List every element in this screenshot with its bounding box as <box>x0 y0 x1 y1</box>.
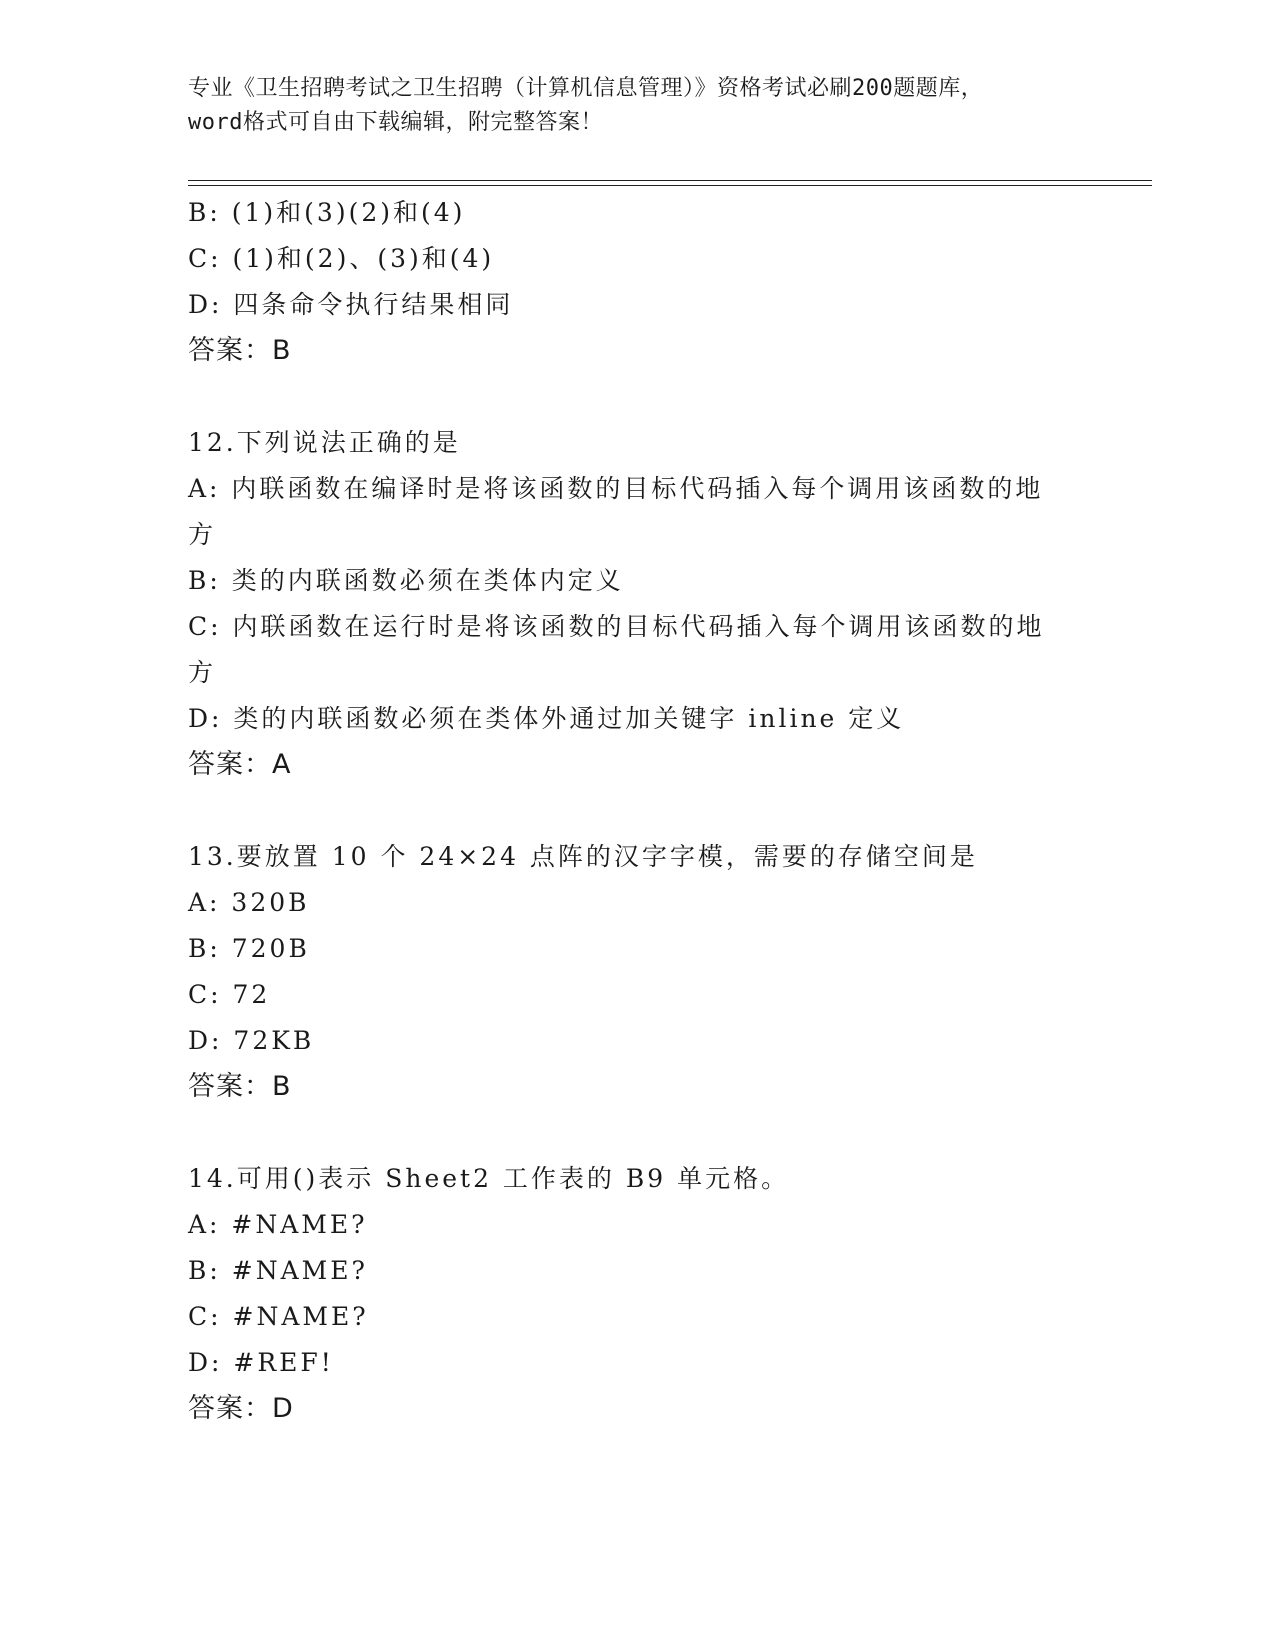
option-b: B: 720B <box>188 934 310 963</box>
option-d: D: #REF! <box>188 1348 334 1377</box>
header-title-line-1: 专业《卫生招聘考试之卫生招聘（计算机信息管理）》资格考试必刷200题题库， <box>188 76 984 101</box>
option-c: C: (1)和(2)、(3)和(4) <box>188 244 495 273</box>
answer-label: 答案：B <box>188 1071 292 1102</box>
option-b: B: #NAME? <box>188 1256 368 1285</box>
question-text: 13.要放置 10 个 24×24 点阵的汉字字模，需要的存储空间是 <box>188 842 978 871</box>
header-divider-top <box>188 180 1152 181</box>
question-14-block <box>188 1156 1088 1432</box>
option-d: D: 72KB <box>188 1026 315 1055</box>
question-list <box>188 190 1088 1432</box>
header-title-line-2: word格式可自由下载编辑，附完整答案！ <box>188 110 603 135</box>
question-text: 12.下列说法正确的是 <box>188 428 461 457</box>
option-c: C: #NAME? <box>188 1302 369 1331</box>
option-a-continued: 方 <box>188 520 217 549</box>
option-d: D: 类的内联函数必须在类体外通过加关键字 inline 定义 <box>188 704 905 733</box>
document-header <box>188 72 1088 140</box>
option-c-continued: 方 <box>188 658 217 687</box>
question-13-block <box>188 834 1088 1110</box>
option-b: B: 类的内联函数必须在类体内定义 <box>188 566 624 595</box>
option-d: D: 四条命令执行结果相同 <box>188 290 514 319</box>
option-c: C: 内联函数在运行时是将该函数的目标代码插入每个调用该函数的地 <box>188 612 1045 641</box>
question-12-block <box>188 420 1088 788</box>
spacer <box>188 1110 1088 1156</box>
answer-label: 答案：D <box>188 1393 294 1424</box>
answer-label: 答案：B <box>188 335 292 366</box>
answer-label: 答案：A <box>188 749 292 780</box>
option-b: B: (1)和(3)(2)和(4) <box>188 198 466 227</box>
option-c: C: 72 <box>188 980 271 1009</box>
spacer <box>188 788 1088 834</box>
spacer <box>188 374 1088 420</box>
option-a: A: #NAME? <box>188 1210 368 1239</box>
option-a: A: 内联函数在编译时是将该函数的目标代码插入每个调用该函数的地 <box>188 474 1044 503</box>
option-a: A: 320B <box>188 888 310 917</box>
header-divider-bottom <box>188 185 1152 186</box>
question-11-block <box>188 190 1088 374</box>
question-text: 14.可用()表示 Sheet2 工作表的 B9 单元格。 <box>188 1164 790 1193</box>
